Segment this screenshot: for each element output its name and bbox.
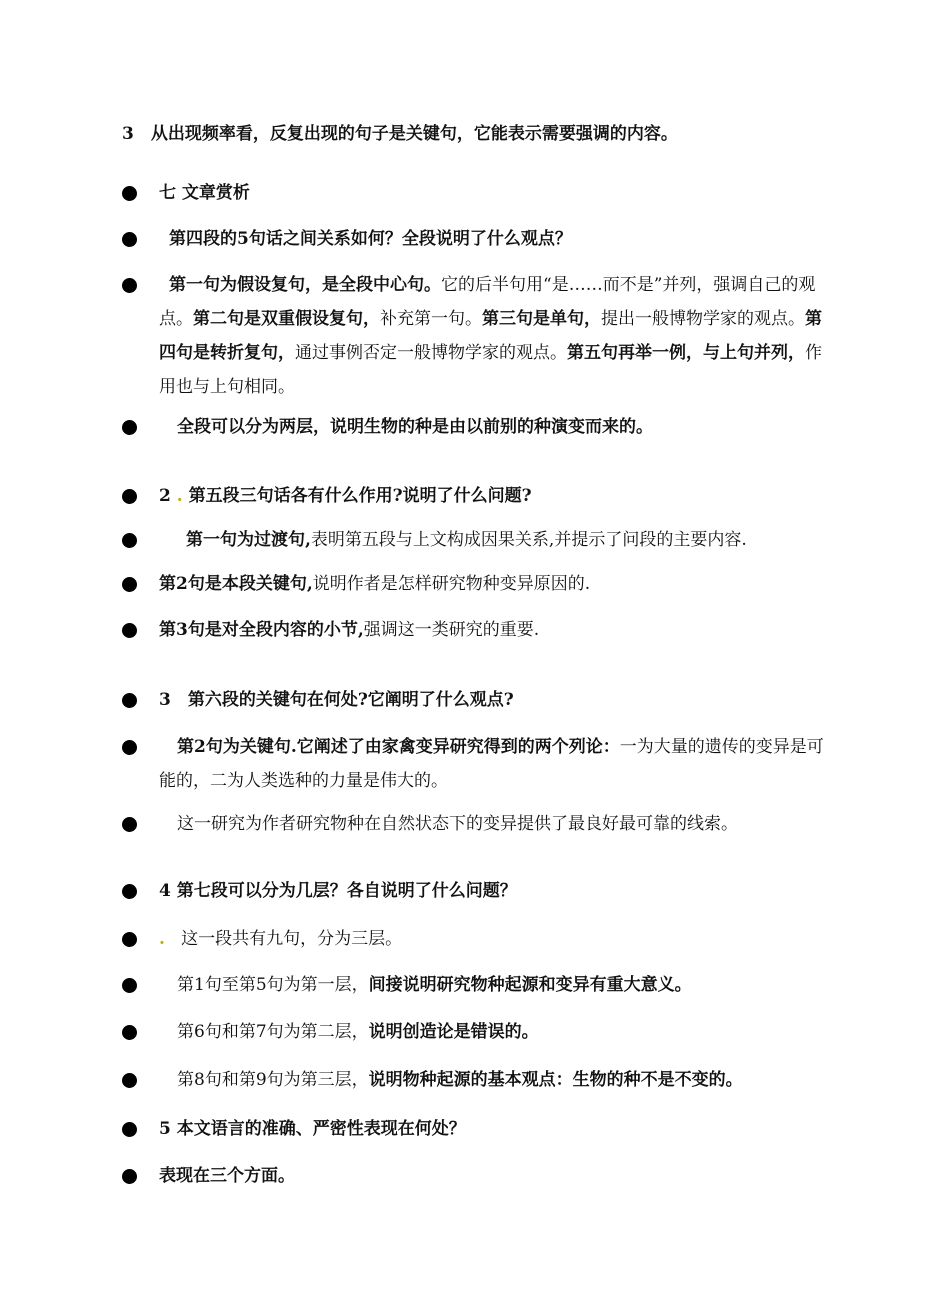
normal-text: 第8句和第9句为第三层， (177, 1070, 369, 1090)
bold-text: 间接说明研究物种起源和变异有重大意义。 (368, 975, 692, 995)
bullet-icon (122, 740, 137, 755)
dot-mark: . (176, 486, 183, 506)
bullet-icon (122, 932, 137, 947)
text (159, 479, 532, 513)
bold-text: 说明物种起源的基本观点：生物的种不是不变的。 (368, 1070, 743, 1090)
bullet-icon (122, 278, 137, 293)
bold-text: 说明创造论是错误的。 (368, 1022, 539, 1042)
text: 第四段的5句话之间关系如何？全段说明了什么观点？ (169, 229, 572, 249)
text: 这一研究为作者研究物种在自然状态下的变异提供了最良好最可靠的线索。 (177, 814, 738, 834)
bullet-icon (122, 1073, 137, 1088)
normal-text: 表明第五段与上文构成因果关系,并提示了问段的主要内容. (310, 530, 747, 550)
bullet-icon (122, 533, 137, 548)
text: 作用也与上句相同。 (159, 343, 822, 397)
bullet-icon (122, 420, 137, 435)
text: 提出一般博物学家的观点。 (601, 309, 805, 329)
text (159, 922, 402, 956)
bold-text: 第五句再举一例，与上句并列， (567, 343, 805, 363)
bold-text: 第3句是对全段内容的小节, (159, 620, 364, 640)
text (177, 1015, 539, 1049)
number: 2 (159, 486, 171, 506)
bold-text: 第2句为关键句.它阐述了由家禽变异研究得到的两个列论： (177, 737, 620, 757)
text: 表现在三个方面。 (159, 1166, 295, 1186)
text: 通过事例否定一般博物学家的观点。 (295, 343, 567, 363)
bold-text: 第一句为假设复句，是全段中心句。 (169, 275, 441, 295)
text: 3 第六段的关键句在何处?它阐明了什么观点? (159, 690, 514, 710)
text: 全段可以分为两层，说明生物的种是由以前别的种演变而来的。 (177, 417, 653, 437)
question: 第五段三句话各有什么作用?说明了什么问题? (188, 486, 532, 506)
text (159, 613, 539, 647)
text: 一为大量的遗传的变异是可能的，二为人类选种的力量是伟大的。 (159, 737, 824, 791)
text: 补充第一句。 (380, 309, 482, 329)
normal-text: 这一段共有九句，分为三层。 (181, 929, 403, 949)
text (159, 567, 590, 601)
bullet-icon (122, 232, 137, 247)
bold-text: 第2句是本段关键句, (159, 574, 313, 594)
bullet-icon (122, 693, 137, 708)
normal-text: 第6句和第7句为第二层， (177, 1022, 369, 1042)
bullet-icon (122, 978, 137, 993)
bullet-icon (122, 186, 137, 201)
text: 它的后半句用“是……而不是”并列，强调自己的观点。 (159, 275, 816, 329)
dot-mark: . (159, 929, 165, 949)
bullet-icon (122, 817, 137, 832)
answer-para-four-text (159, 268, 831, 404)
bold-text: 第一句为过渡句, (186, 530, 311, 550)
bold-text: 第二句是双重假设复句， (193, 309, 380, 329)
text (186, 523, 747, 557)
normal-text: 第1句至第5句为第一层， (177, 975, 369, 995)
bullet-icon (122, 577, 137, 592)
bullet-icon (122, 884, 137, 899)
bullet-icon (122, 1169, 137, 1184)
text: 3 从出现频率看，反复出现的句子是关键句，它能表示需要强调的内容。 (122, 124, 678, 144)
bullet-icon (122, 489, 137, 504)
answer-para-six-text (159, 730, 831, 798)
text: 4 第七段可以分为几层？各自说明了什么问题？ (159, 881, 517, 901)
normal-text: 说明作者是怎样研究物种变异原因的. (312, 574, 591, 594)
bold-text: 第三句是单句， (482, 309, 601, 329)
text: 5 本文语言的准确、严密性表现在何处？ (159, 1119, 466, 1139)
normal-text: 强调这一类研究的重要. (363, 620, 540, 640)
bullet-icon (122, 1122, 137, 1137)
bullet-icon (122, 1025, 137, 1040)
bullet-icon (122, 623, 137, 638)
bold-text: 第四句是转折复句， (159, 309, 822, 363)
text (177, 968, 692, 1002)
text (177, 1063, 743, 1097)
text: 七 文章赏析 (159, 183, 250, 203)
